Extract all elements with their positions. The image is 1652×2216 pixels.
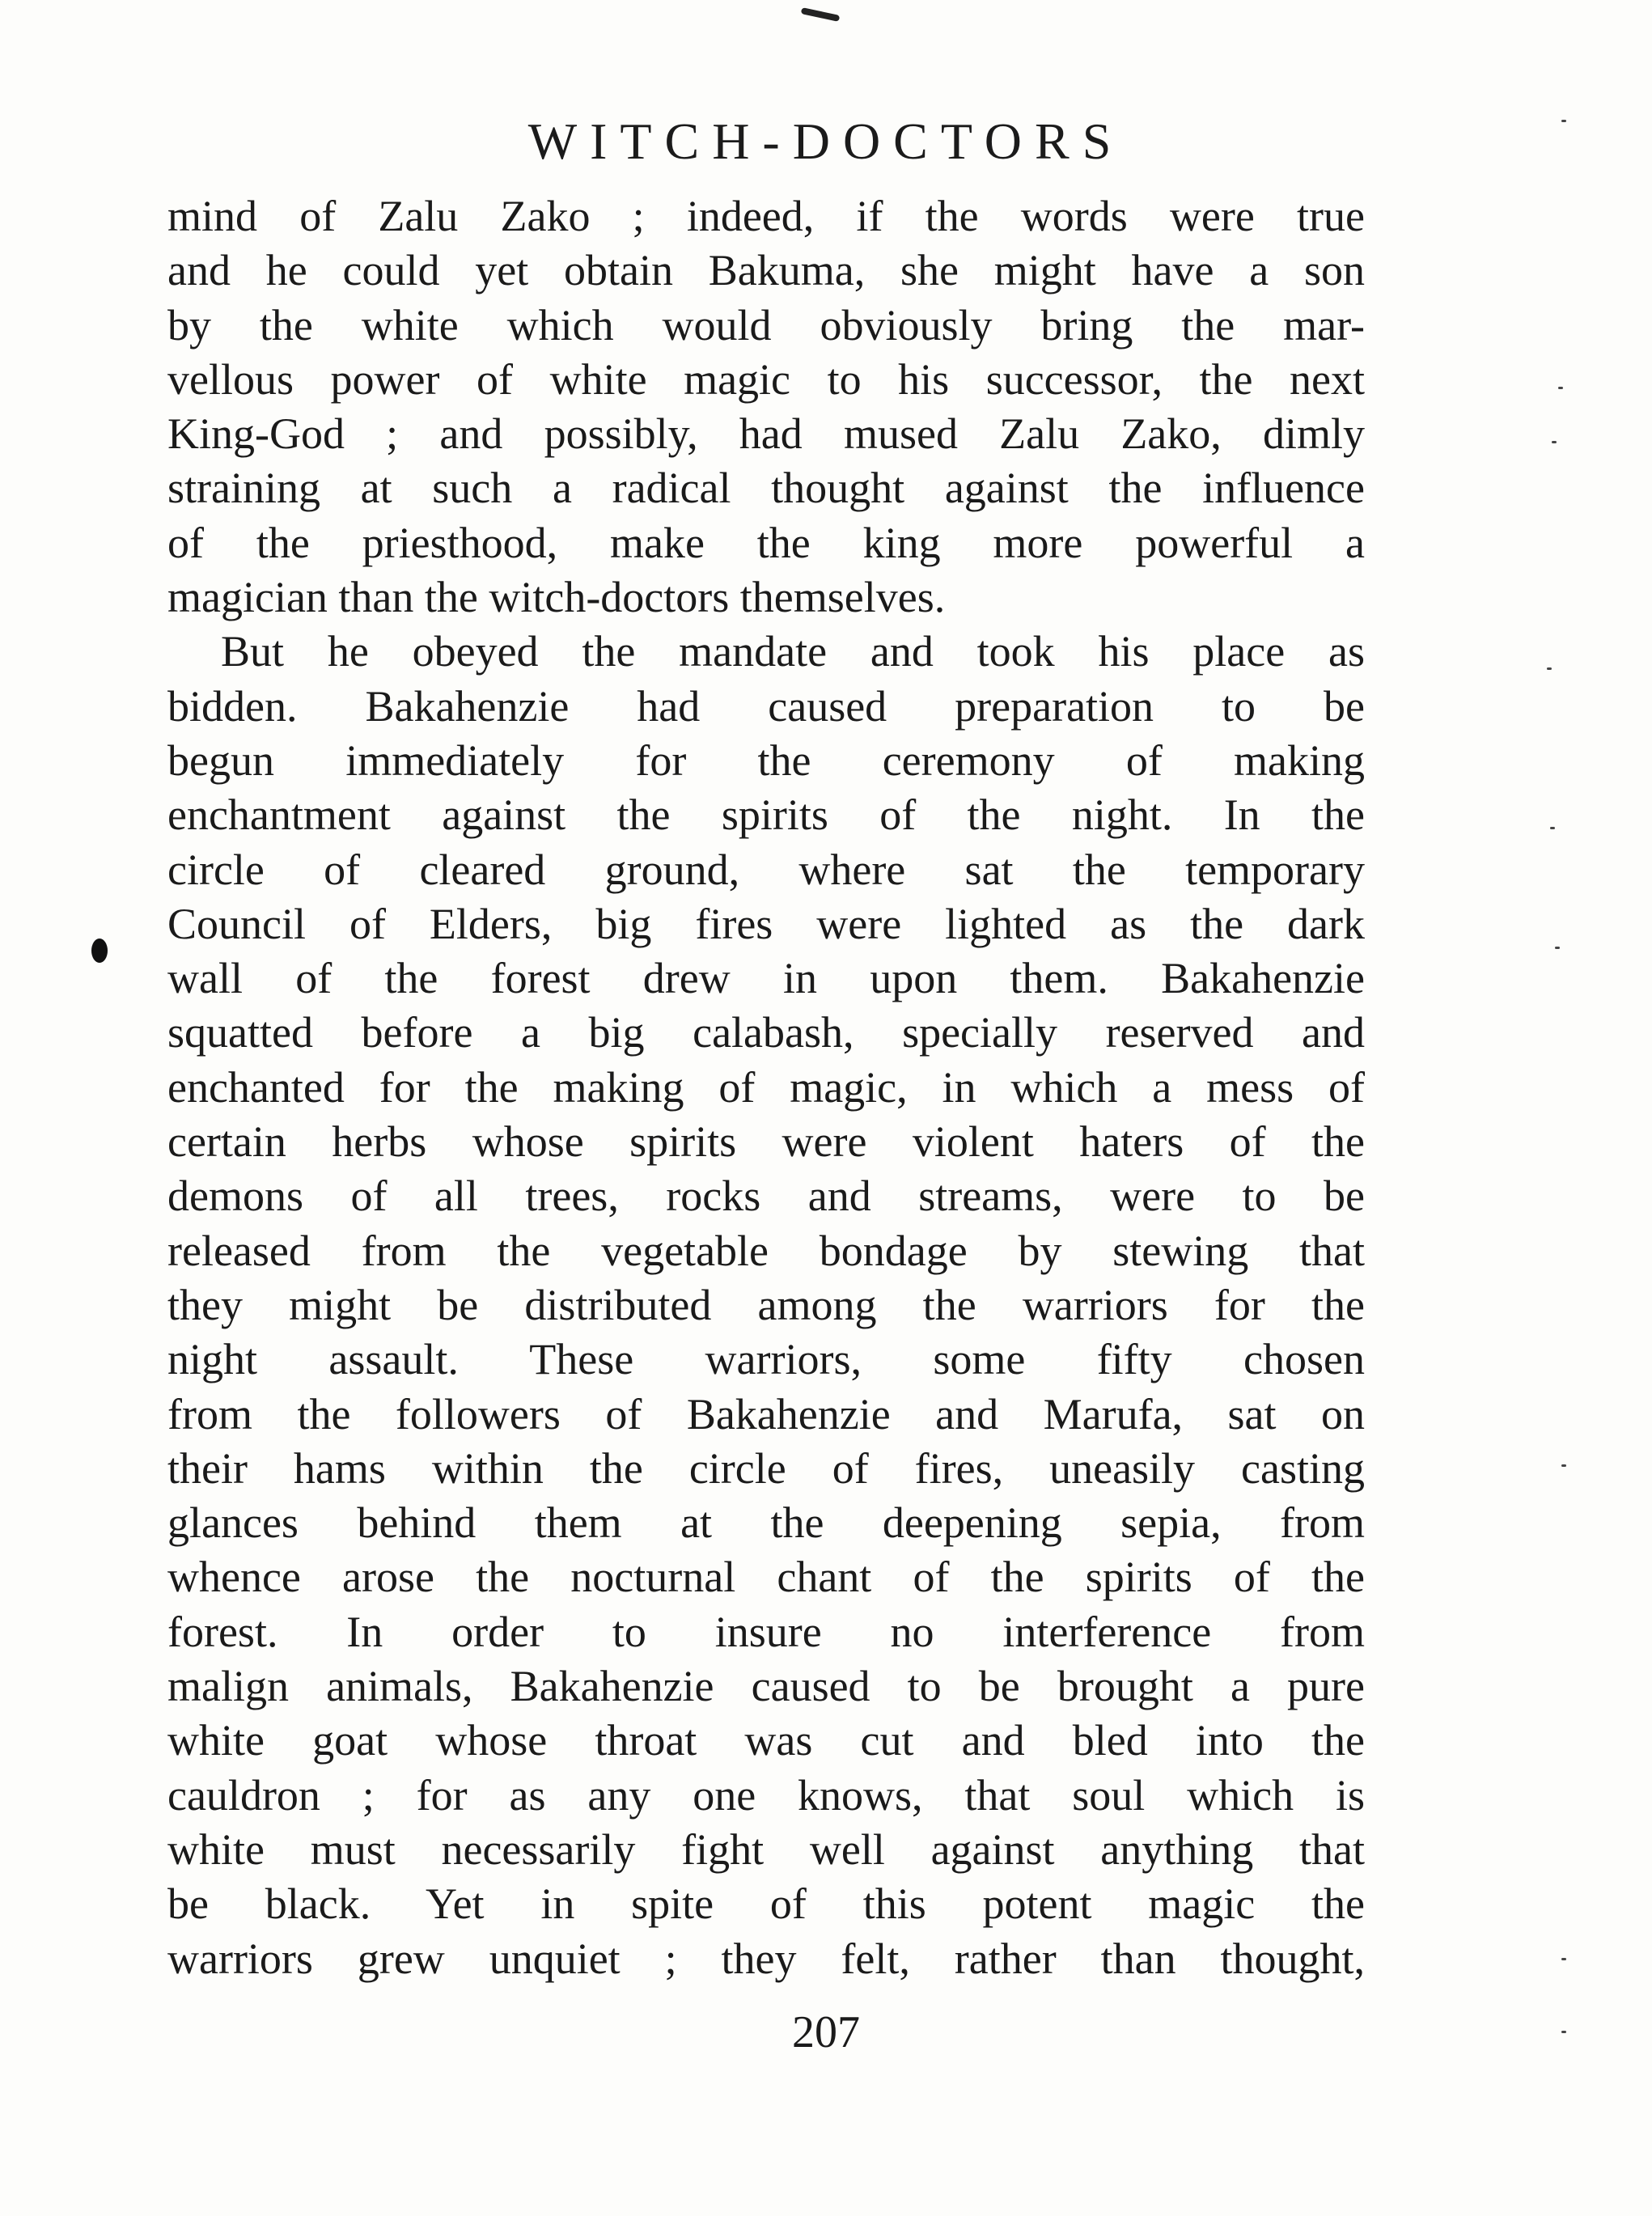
running-head: WITCH-DOCTORS: [527, 112, 1125, 170]
margin-speck: [1555, 947, 1560, 949]
text-line: But he obeyed the mandate and took his place as: [221, 627, 1365, 676]
text-line: straining at such a radical thought against the influence: [167, 464, 1365, 513]
margin-speck: [1561, 1958, 1566, 1960]
text-line: glances behind them at the deepening sepia, from: [167, 1498, 1365, 1548]
text-line: white must necessarily fight well against anything that: [167, 1824, 1365, 1874]
text-line: enchantment against the spirits of the night. In the: [167, 790, 1365, 840]
paragraph: [167, 189, 1365, 625]
text-line: of the priesthood, make the king more powerful a: [167, 518, 1365, 567]
text-line: by the white which would obviously bring the mar-: [167, 300, 1365, 350]
page-number: 207: [792, 2007, 860, 2057]
text-line: cauldron ; for as any one knows, that soul which is: [167, 1770, 1365, 1820]
text-line: bidden. Bakahenzie had caused preparation to be: [167, 681, 1365, 731]
text-line: Council of Elders, big fires were lighted as the dark: [167, 899, 1365, 948]
text-line: white goat whose throat was cut and bled into the: [167, 1716, 1365, 1765]
margin-speck: [1561, 1464, 1566, 1467]
text-line: and he could yet obtain Bakuma, she might have a son: [167, 246, 1365, 295]
text-line: malign animals, Bakahenzie caused to be brought a pure: [167, 1662, 1365, 1711]
text-line: certain herbs whose spirits were violent haters of the: [167, 1117, 1365, 1167]
text-line: from the followers of Bakahenzie and Marufa, sat on: [167, 1389, 1365, 1438]
text-line: mind of Zalu Zako ; indeed, if the words were true: [167, 192, 1365, 240]
text-line: they might be distributed among the warriors for the: [167, 1280, 1365, 1329]
margin-speck: [1547, 667, 1552, 670]
text-line: vellous power of white magic to his successor, the next: [167, 354, 1365, 404]
text-line: begun immediately for the ceremony of making: [167, 735, 1365, 785]
text-line: night assault. These warriors, some fifty chosen: [167, 1335, 1365, 1384]
text-line: magician than the witch-doctors themselves.: [167, 573, 946, 622]
margin-speck: [1558, 387, 1563, 389]
body-text: [167, 189, 1365, 1986]
text-line: forest. In order to insure no interference from: [167, 1607, 1365, 1656]
text-line: be black. Yet in spite of this potent magic the: [167, 1879, 1365, 1929]
paragraph: [167, 625, 1365, 1985]
text-line: whence arose the nocturnal chant of the spirits of the: [167, 1553, 1365, 1602]
text-line: demons of all trees, rocks and streams, were to be: [167, 1172, 1365, 1221]
text-line: circle of cleared ground, where sat the temporary: [167, 845, 1365, 894]
margin-speck: [1552, 441, 1557, 443]
text-line: warriors grew unquiet ; they felt, rather than thought,: [167, 1934, 1365, 1983]
margin-blot: [91, 939, 108, 963]
text-line: wall of the forest drew in upon them. Bakahenzie: [167, 954, 1365, 1003]
ink-mark: [801, 7, 841, 22]
text-line: released from the vegetable bondage by stewing that: [167, 1226, 1365, 1275]
margin-speck: [1550, 827, 1555, 829]
text-line: squatted before a big calabash, specially reserved and: [167, 1008, 1365, 1057]
text-line: King-God ; and possibly, had mused Zalu Zako, dimly: [167, 409, 1365, 459]
text-line: their hams within the circle of fires, uneasily casting: [167, 1443, 1365, 1493]
text-line: enchanted for the making of magic, in which a mess of: [167, 1062, 1365, 1112]
